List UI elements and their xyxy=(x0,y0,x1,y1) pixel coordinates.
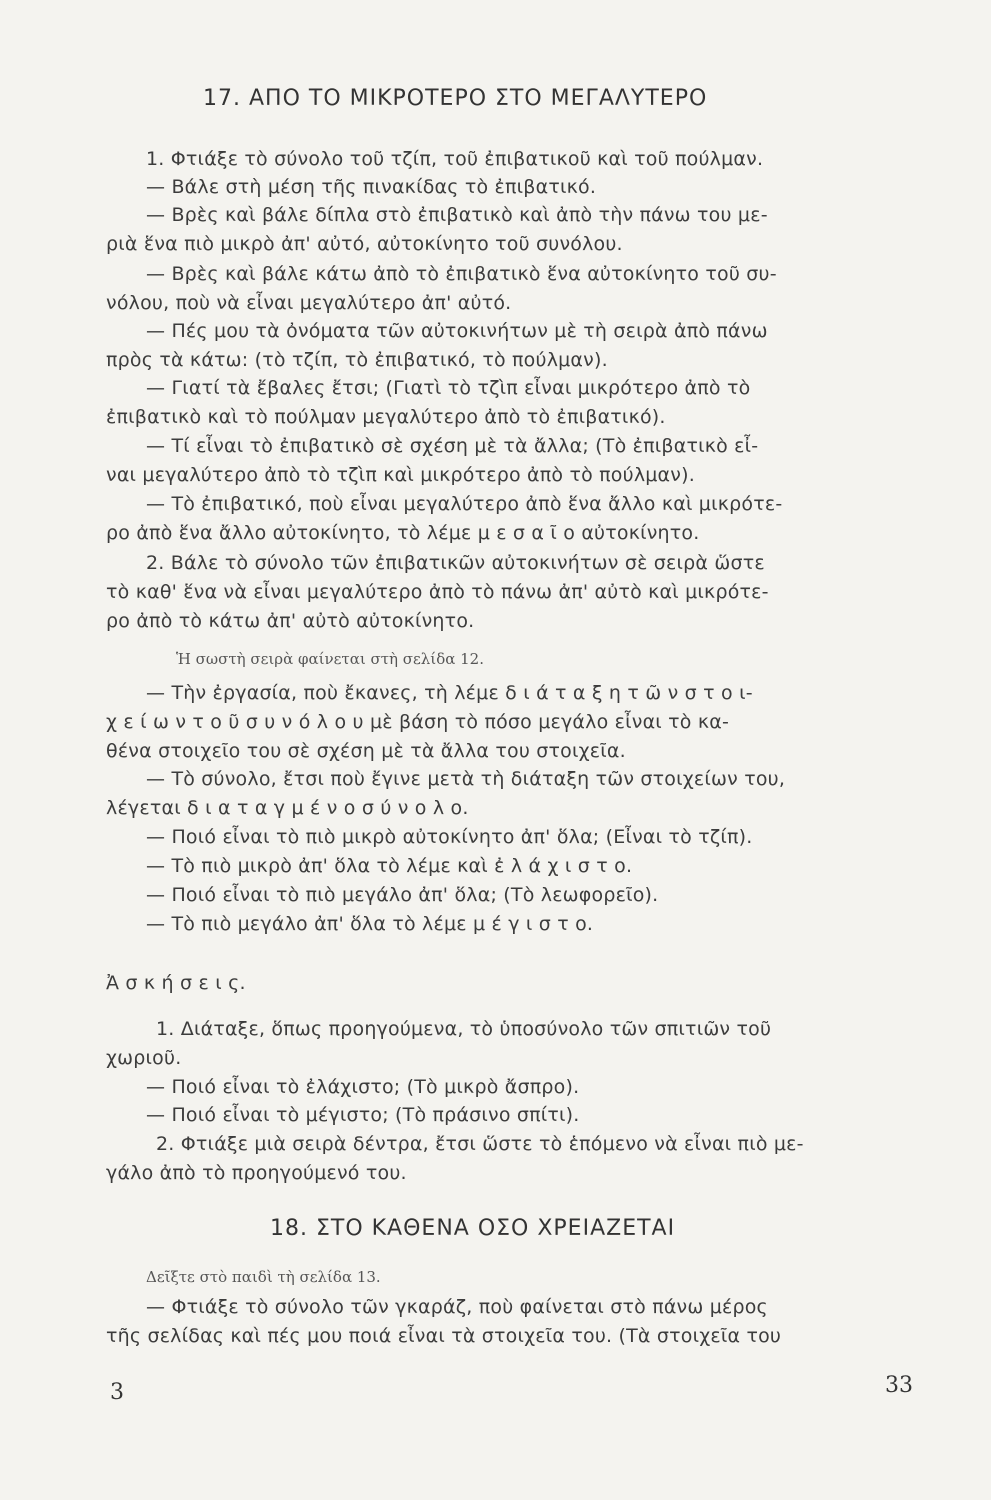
text-line: — Βρὲς καὶ βάλε κάτω ἀπὸ τὸ ἐπιβατικὸ ἕνα αὐτοκίνητο τοῦ συ- xyxy=(146,263,777,285)
page-number: 33 xyxy=(885,1373,913,1398)
exercise-line: χωριοῦ. xyxy=(106,1047,182,1069)
text-line: νόλου, ποὺ νὰ εἶναι μεγαλύτερο ἀπ' αὐτό. xyxy=(106,292,512,314)
text-line: ναι μεγαλύτερο ἀπὸ τὸ τζὶπ καὶ μικρότερο ἀπὸ τὸ πούλμαν). xyxy=(106,464,695,486)
text-line: ρο ἀπὸ ἕνα ἄλλο αὐτοκίνητο, τὸ λέμε μ ε σ α ῖ ο αὐτοκίνητο. xyxy=(106,522,700,544)
text-line: τῆς σελίδας καὶ πές μου ποιά εἶναι τὰ στοιχεῖα του. (Τὰ στοιχεῖα του xyxy=(106,1325,782,1347)
exercise-line: — Ποιό εἶναι τὸ ἐλάχιστο; (Τὸ μικρὸ ἄσπρο). xyxy=(146,1076,580,1098)
exercise-line: 1. Διάταξε, ὅπως προηγούμενα, τὸ ὑποσύνολο τῶν σπιτιῶν τοῦ xyxy=(156,1018,772,1040)
text-line: — Βάλε στὴ μέση τῆς πινακίδας τὸ ἐπιβατικό. xyxy=(146,176,597,198)
text-line: — Γιατί τὰ ἔβαλες ἔτσι; (Γιατὶ τὸ τζὶπ εἶναι μικρότερο ἀπὸ τὸ xyxy=(146,377,751,399)
text-line: — Ποιό εἶναι τὸ πιὸ μεγάλο ἀπ' ὅλα; (Τὸ λεωφορεῖο). xyxy=(146,884,659,906)
section-17-title: 17. ΑΠΟ ΤΟ ΜΙΚΡΟΤΕΡΟ ΣΤΟ ΜΕΓΑΛΥΤΕΡΟ xyxy=(203,86,708,111)
text-line: — Τὸ σύνολο, ἔτσι ποὺ ἔγινε μετὰ τὴ διάταξη τῶν στοιχείων του, xyxy=(146,768,786,790)
exercise-line: — Ποιό εἶναι τὸ μέγιστο; (Τὸ πράσινο σπίτι). xyxy=(146,1104,580,1126)
text-line: — Τί εἶναι τὸ ἐπιβατικὸ σὲ σχέση μὲ τὰ ἄλλα; (Τὸ ἐπιβατικὸ εἶ- xyxy=(146,435,759,457)
exercise-line: γάλο ἀπὸ τὸ προηγούμενό του. xyxy=(106,1162,407,1184)
text-line: — Πές μου τὰ ὀνόματα τῶν αὐτοκινήτων μὲ τὴ σειρὰ ἀπὸ πάνω xyxy=(146,320,768,342)
text-line: ἐπιβατικὸ καὶ τὸ πούλμαν μεγαλύτερο ἀπὸ τὸ ἐπιβατικό). xyxy=(106,406,666,428)
text-line: λέγεται δ ι α τ α γ μ έ ν ο σ ύ ν ο λ ο. xyxy=(106,797,469,819)
text-line: — Βρὲς καὶ βάλε δίπλα στὸ ἐπιβατικὸ καὶ ἀπὸ τὴν πάνω του με- xyxy=(146,204,768,226)
text-line: τὸ καθ' ἕνα νὰ εἶναι μεγαλύτερο ἀπὸ τὸ πάνω ἀπ' αὐτὸ καὶ μικρότε- xyxy=(106,581,769,603)
exercises-heading: Ἀ σ κ ή σ ε ι ς. xyxy=(106,972,246,994)
text-line: θένα στοιχεῖο του σὲ σχέση μὲ τὰ ἄλλα του στοιχεῖα. xyxy=(106,740,626,762)
text-line: πρὸς τὰ κάτω: (τὸ τζίπ, τὸ ἐπιβατικό, τὸ πούλμαν). xyxy=(106,349,608,371)
text-line: ρο ἀπὸ τὸ κάτω ἀπ' αὐτὸ αὐτοκίνητο. xyxy=(106,610,475,632)
page-reference-note: Δεῖξτε στὸ παιδὶ τὴ σελίδα 13. xyxy=(146,1268,381,1286)
text-line: χ ε ί ω ν τ ο ῦ σ υ ν ό λ ο υ μὲ βάση τὸ πόσο μεγάλο εἶναι τὸ κα- xyxy=(106,711,730,733)
text-line: — Ποιό εἶναι τὸ πιὸ μικρὸ αὐτοκίνητο ἀπ' ὅλα; (Εἶναι τὸ τζίπ). xyxy=(146,826,753,848)
page-reference-note: Ἡ σωστὴ σειρὰ φαίνεται στὴ σελίδα 12. xyxy=(176,650,484,668)
text-line: ριὰ ἕνα πιὸ μικρὸ ἀπ' αὐτό, αὐτοκίνητο τοῦ συνόλου. xyxy=(106,233,623,255)
exercise-line: 2. Φτιάξε μιὰ σειρὰ δέντρα, ἔτσι ὥστε τὸ ἑπόμενο νὰ εἶναι πιὸ με- xyxy=(156,1133,804,1155)
text-line: — Τὸ πιὸ μικρὸ ἀπ' ὅλα τὸ λέμε καὶ ἐ λ ά χ ι σ τ ο. xyxy=(146,855,633,877)
section-18-title: 18. ΣΤΟ ΚΑΘΕΝΑ ΟΣΟ ΧΡΕΙΑΖΕΤΑΙ xyxy=(270,1216,676,1241)
text-line: — Φτιάξε τὸ σύνολο τῶν γκαράζ, ποὺ φαίνεται στὸ πάνω μέρος xyxy=(146,1296,768,1318)
text-line: 1. Φτιάξε τὸ σύνολο τοῦ τζίπ, τοῦ ἐπιβατικοῦ καὶ τοῦ πούλμαν. xyxy=(146,148,764,170)
text-line: — Τὸ ἐπιβατικό, ποὺ εἶναι μεγαλύτερο ἀπὸ ἕνα ἄλλο καὶ μικρότε- xyxy=(146,493,783,515)
signature-mark: 3 xyxy=(110,1380,124,1405)
text-line: — Τὸ πιὸ μεγάλο ἀπ' ὅλα τὸ λέμε μ έ γ ι σ τ ο. xyxy=(146,913,594,935)
text-line: — Τὴν ἐργασία, ποὺ ἔκανες, τὴ λέμε δ ι ά τ α ξ η τ ῶ ν σ τ ο ι- xyxy=(146,682,753,704)
text-line: 2. Βάλε τὸ σύνολο τῶν ἐπιβατικῶν αὐτοκινήτων σὲ σειρὰ ὥστε xyxy=(146,552,765,574)
